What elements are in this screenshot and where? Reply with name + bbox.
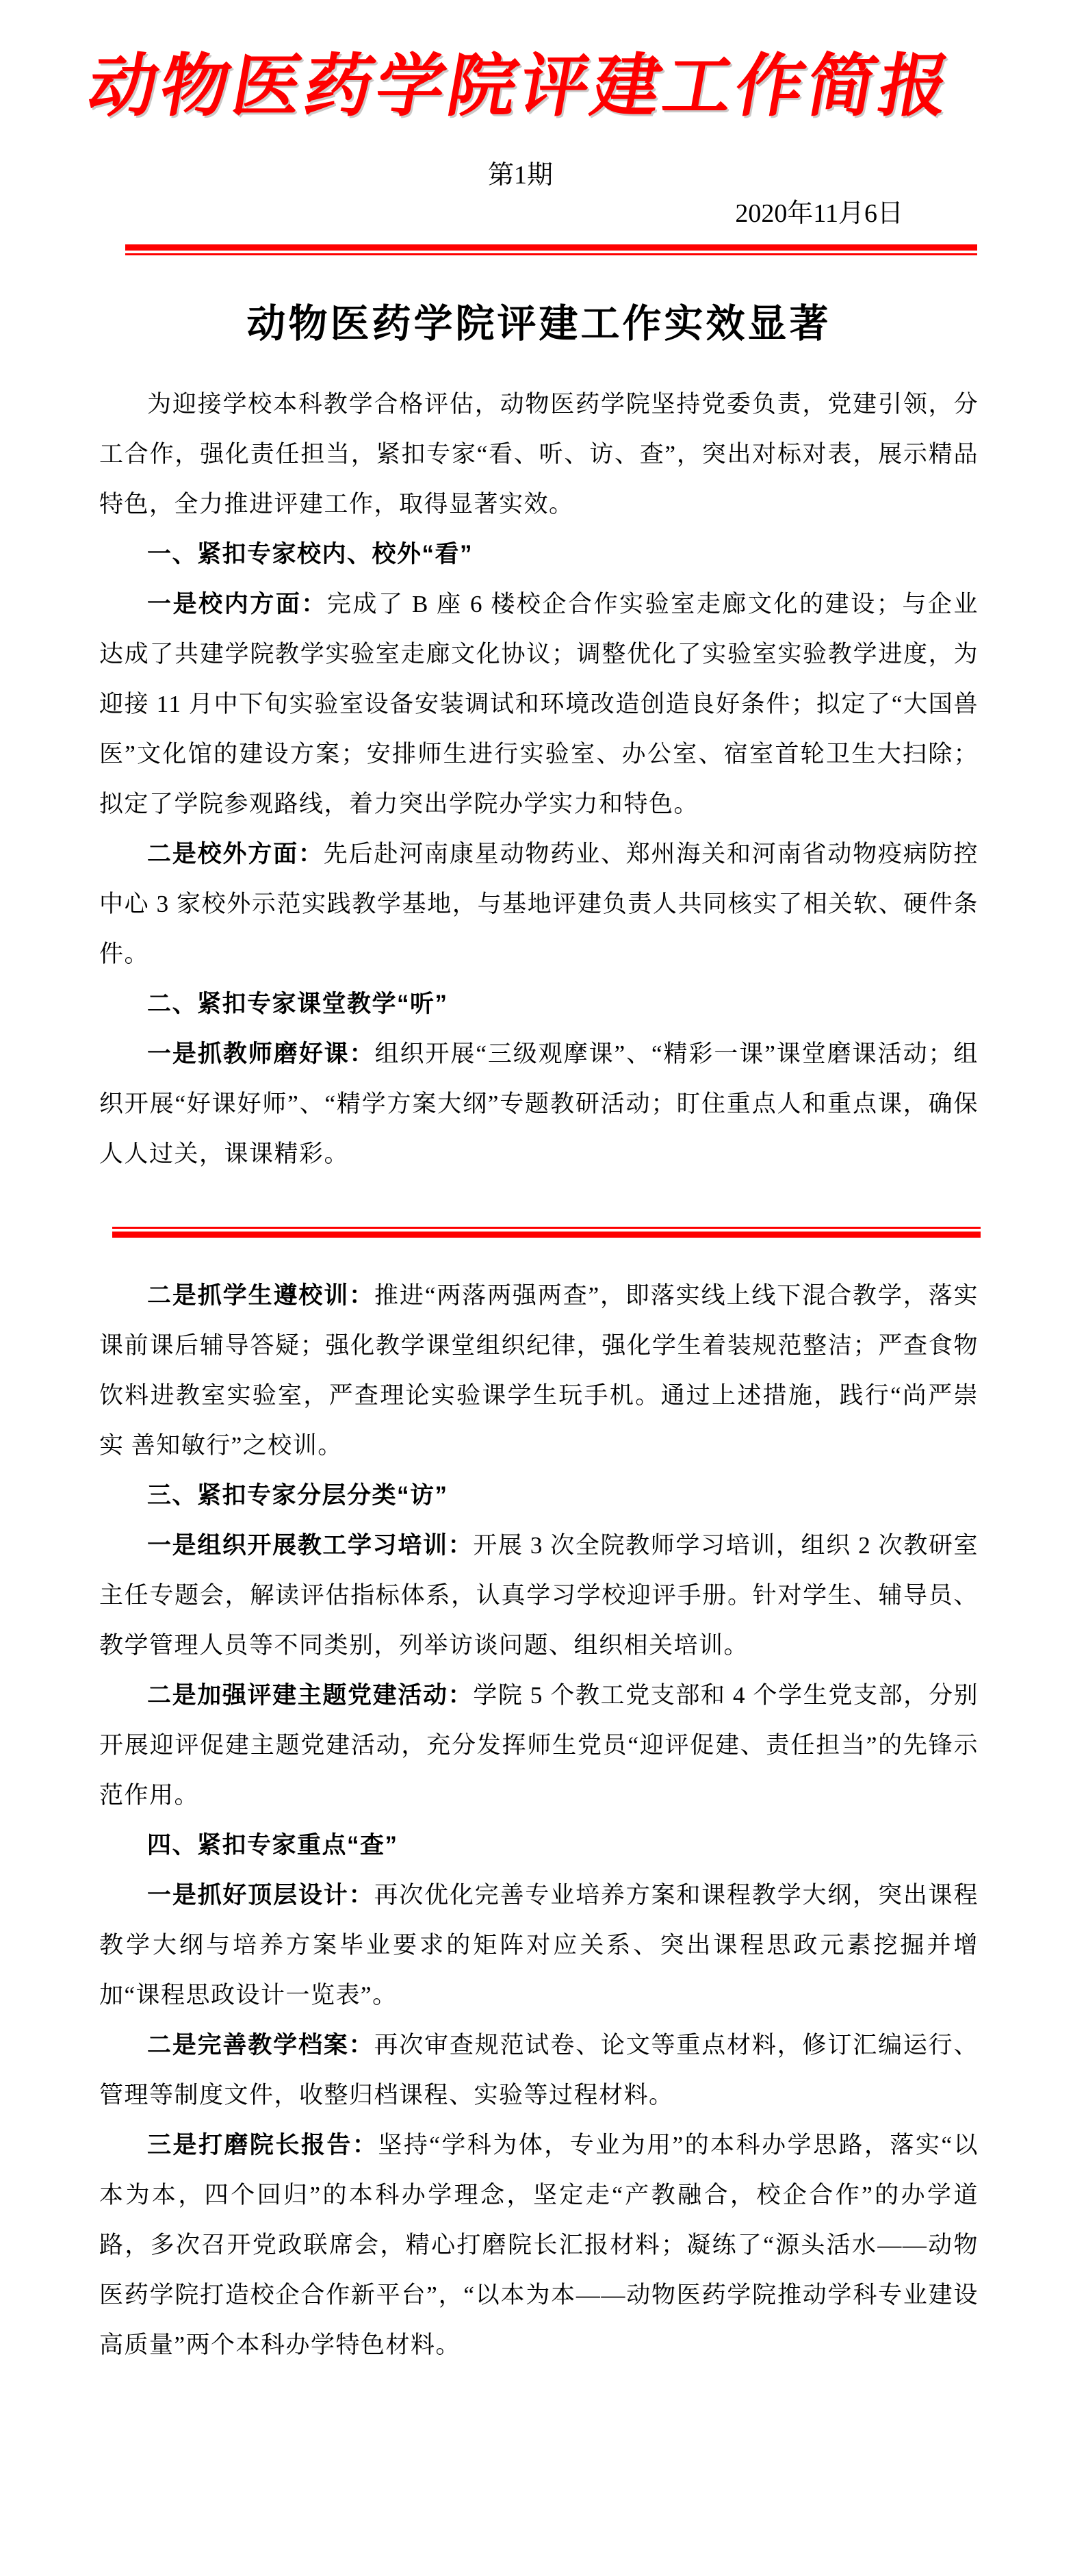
section-heading-2: 二、紧扣专家课堂教学“听”: [147, 990, 448, 1017]
header-rule-thin-line: [125, 253, 977, 255]
paragraph: [99, 1670, 979, 1820]
article-title: 动物医药学院评建工作实效显著: [246, 302, 831, 346]
paragraph-text: 开展 3 次全院教师学习培训，组织 2 次教研室主任专题会，解读评估指标体系，认真学习学校迎评手册。针对学生、辅导员、教学管理人员等不同类别，列举访谈问题、组织相关培训。: [99, 1531, 979, 1659]
paragraph: [99, 1870, 979, 2020]
section-heading-1: 一、紧扣专家校内、校外“看”: [147, 540, 474, 568]
issue-date: 2020年11月6日: [735, 199, 903, 228]
paragraph-lead: 二是校外方面：: [147, 840, 324, 867]
page-break-rule: [112, 1227, 981, 1238]
paragraph-lead: 二是加强评建主题党建活动：: [147, 1681, 474, 1709]
paragraph-lead: 二是抓学生遵校训：: [147, 1281, 375, 1309]
header-rule: [125, 244, 977, 255]
paragraph-lead: 一是组织开展教工学习培训：: [147, 1531, 474, 1559]
issue-number: 第1期: [487, 161, 553, 190]
section-heading-4: 四、紧扣专家重点“查”: [147, 1831, 398, 1859]
paragraph-text: 再次审查规范试卷、论文等重点材料，修订汇编运行、管理等制度文件，收整归档课程、实验等过程材料。: [99, 2031, 979, 2108]
paragraph-text: 完成了 B 座 6 楼校企合作实验室走廊文化的建设；与企业达成了共建学院教学实验室走廊文化协议；调整优化了实验室实验教学进度，为迎接 11 月中下旬实验室设备安装调试和环境改造创造良好条件；拟定了“大国兽医”文化馆的建设方案；安排师生进行实验室、办公室、宿室首轮卫生大扫除；拟定了学院参观路线，着力突出学院办学实力和特色。: [99, 590, 979, 817]
paragraph: [99, 1029, 979, 1179]
paragraph-text: 为迎接学校本科教学合格评估，动物医药学院坚持党委负责，党建引领，分工合作，强化责任担当，紧扣专家“看、听、访、查”，突出对标对表，展示精品特色，全力推进评建工作，取得显著实效。: [99, 390, 979, 518]
paragraph-text: 组织开展“三级观摩课”、“精彩一课”课堂磨课活动；组织开展“好课好师”、“精学方案大纲”专题教研活动；盯住重点人和重点课，确保人人过关，课课精彩。: [99, 1040, 979, 1167]
bulletin-page: [0, 42, 1086, 2370]
paragraph: [99, 829, 979, 979]
masthead-title: 动物医药学院评建工作简报: [82, 49, 959, 125]
paragraph: [99, 2020, 979, 2120]
paragraph-text: 先后赴河南康星动物药业、郑州海关和河南省动物疫病防控中心 3 家校外示范实践教学基地，与基地评建负责人共同核实了相关软、硬件条件。: [99, 840, 979, 967]
paragraph-lead: 一是校内方面：: [147, 590, 327, 617]
paragraph-text: 学院 5 个教工党支部和 4 个学生党支部，分别开展迎评促建主题党建活动，充分发挥师生党员“迎评促建、责任担当”的先锋示范作用。: [99, 1681, 979, 1809]
paragraph: [99, 1520, 979, 1670]
paragraph-text: 推进“两落两强两查”，即落实线上线下混合教学，落实课前课后辅导答疑；强化教学课堂组织纪律，强化学生着装规范整洁；严查食物饮料进教室实验室，严查理论实验课学生玩手机。通过上述措施，践行“尚严崇实 善知敏行”之校训。: [99, 1281, 979, 1459]
section-heading-3: 三、紧扣专家分层分类“访”: [147, 1481, 448, 1509]
paragraph-text: 坚持“学科为体，专业为用”的本科办学思路，落实“以本为本，四个回归”的本科办学理念，坚定走“产教融合，校企合作”的办学道路，多次召开党政联席会，精心打磨院长汇报材料；凝练了“源头活水——动物医药学院打造校企合作新平台”，“以本为本——动物医药学院推动学科专业建设高质量”两个本科办学特色材料。: [99, 2131, 979, 2358]
paragraph: [99, 1271, 979, 1470]
paragraph-lead: 一是抓教师磨好课：: [147, 1040, 375, 1067]
paragraph-intro: [99, 379, 979, 529]
page-break-rule-thick-line: [112, 1232, 981, 1238]
paragraph: [99, 2120, 979, 2370]
article-body: [99, 379, 979, 2370]
paragraph: [99, 579, 979, 829]
paragraph-lead: 一是抓好顶层设计：: [147, 1881, 374, 1909]
header-rule-thick-line: [125, 244, 977, 251]
paragraph-lead: 三是打磨院长报告：: [147, 2131, 378, 2158]
paragraph-text: 再次优化完善专业培养方案和课程教学大纲，突出课程教学大纲与培养方案毕业要求的矩阵对应关系、突出课程思政元素挖掘并增加“课程思政设计一览表”。: [99, 1881, 979, 2008]
paragraph-lead: 二是完善教学档案：: [147, 2031, 374, 2058]
